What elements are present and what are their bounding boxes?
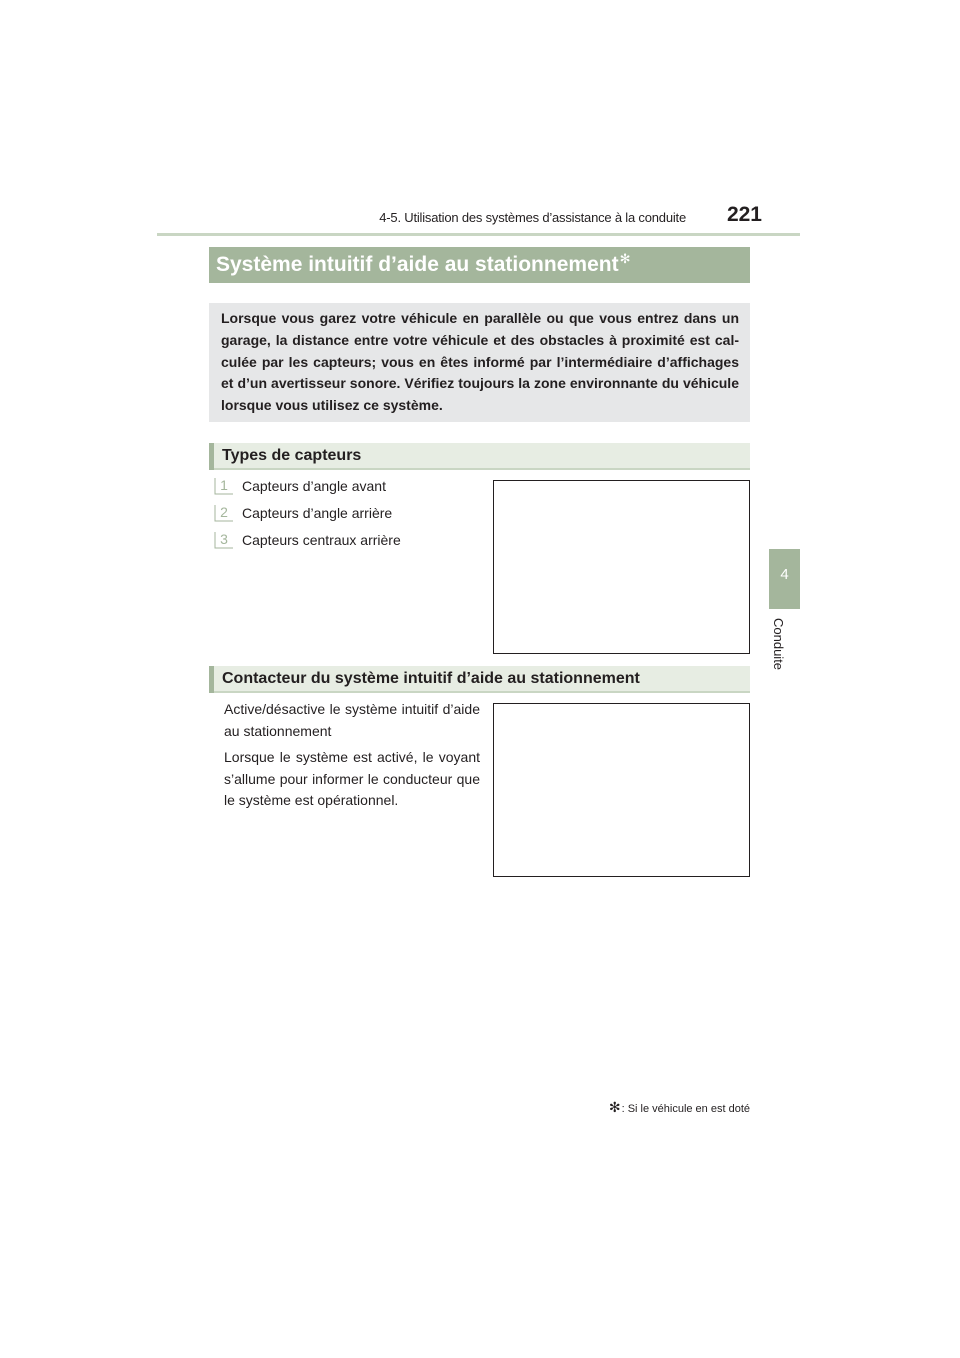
section-header-stripe	[209, 666, 214, 693]
switch-figure	[493, 703, 750, 877]
switch-indicator-note: Lorsque le système est activé, le voyant s’allume pour informer le conducteur que le système est opérationnel.	[224, 749, 480, 808]
callout-number-1: 1	[214, 477, 234, 495]
list-item: Capteurs d’angle avant	[242, 478, 386, 494]
chapter-tab-label: Conduite	[771, 618, 786, 671]
page-number: 221	[726, 203, 762, 226]
sensor-figure	[493, 480, 750, 654]
section-title-sensors: Types de capteurs	[222, 447, 362, 464]
page-title	[216, 251, 630, 277]
running-header-title: 4-5. Utilisation des systèmes d’assistance à la conduite	[379, 210, 686, 225]
section-header-stripe	[209, 443, 214, 470]
asterisk-icon: ✻	[608, 1099, 621, 1115]
page-title-text: Système intuitif d’aide au stationnement	[216, 253, 619, 276]
chapter-tab-number: 4	[780, 566, 789, 583]
header-rule	[157, 233, 800, 236]
section-title-switch: Contacteur du système intuitif d’aide au stationnement	[222, 670, 640, 687]
asterisk-icon: ✻	[619, 251, 631, 266]
list-item: Capteurs centraux arrière	[242, 532, 401, 548]
intro-text: Lorsque vous garez votre véhicule en parallèle ou que vous entrez dans un garage, la distance entre votre véhicule et des obstacles à proximité est cal-culée par les capteurs; vous en êtes informé par l’intermédiaire d’affichages et d’un avertisseur sonore. Vérifiez toujours la zone environnante du véhicule lorsque vous utilisez ce système.	[221, 310, 739, 414]
footnote-text: : Si le véhicule en est doté	[621, 1103, 750, 1115]
callout-number-3: 3	[214, 531, 234, 549]
list-item: Capteurs d’angle arrière	[242, 505, 393, 521]
footnote	[600, 1099, 750, 1116]
switch-description: Active/désactive le système intuitif d’aide au stationnement	[224, 701, 480, 739]
callout-number-2: 2	[214, 504, 234, 522]
